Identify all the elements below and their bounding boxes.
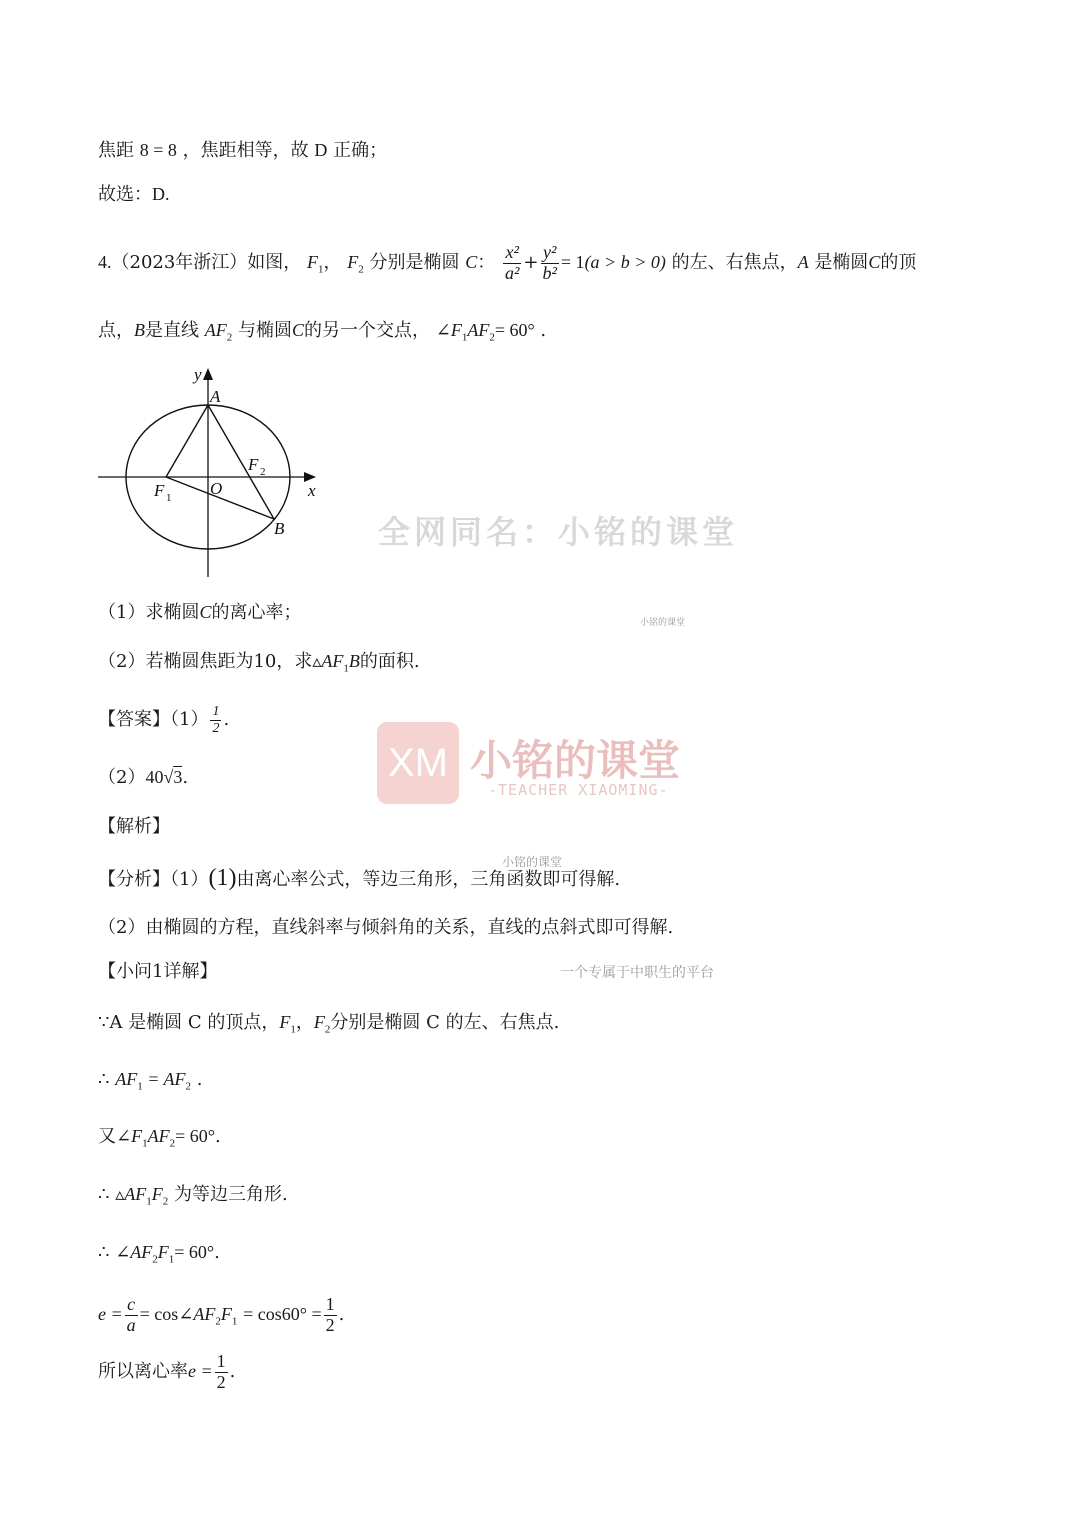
text: ∵A 是椭圆 C 的顶点， xyxy=(98,1012,280,1033)
point-label-sub: 1 xyxy=(166,492,172,504)
text-line xyxy=(98,141,387,160)
analysis-heading: 【解析】 xyxy=(98,816,170,837)
math-angle: $\angle F_1AF_2$ xyxy=(116,1126,176,1150)
point-label-sub: 2 xyxy=(260,466,266,478)
math-angle: $\angle AF_2F_1$ xyxy=(115,1242,175,1266)
math-sqrt: √3 xyxy=(163,767,183,787)
text: 由离心率公式，等边三角形，三角函数即可得解. xyxy=(236,869,621,890)
point-label-F2: F xyxy=(248,455,259,474)
point-label-F1: F xyxy=(154,481,165,500)
fraction-half: $\frac{1}{2}$ xyxy=(216,1350,226,1392)
text: （2） xyxy=(98,767,146,788)
point-label-B: B xyxy=(274,519,285,538)
math: = 60° xyxy=(494,320,535,340)
text: 焦距 xyxy=(98,140,134,161)
text: （2）若椭圆焦距为10，求 xyxy=(98,651,313,672)
math: = 60° xyxy=(174,1242,215,1262)
watermark-text: 全网同名：小铭的课堂 xyxy=(378,513,739,551)
text: 点， xyxy=(98,320,134,341)
math: D xyxy=(314,140,328,160)
text: 的左、右焦点， xyxy=(671,252,798,273)
math: D xyxy=(152,184,165,204)
sub-question-2 xyxy=(98,652,420,675)
math-C: C xyxy=(868,252,881,272)
text: 的顶 xyxy=(880,252,917,273)
text: （1）求椭圆 xyxy=(98,602,200,623)
watermark-small: 小铭的课堂 xyxy=(640,618,686,628)
sub-question-1 xyxy=(98,603,301,622)
math-triangle: $▵AF_1F_2$ xyxy=(115,1184,169,1208)
text: 【答案】（1） xyxy=(98,709,209,730)
text: 的面积. xyxy=(359,651,420,672)
point-label-A: A xyxy=(210,387,221,406)
text: 是椭圆 xyxy=(814,252,869,273)
ellipse-figure xyxy=(96,362,326,582)
text: 的另一个交点， xyxy=(303,320,430,341)
math-F1: $F_1$ xyxy=(307,252,324,276)
math-A: A xyxy=(797,252,809,272)
solution-line-3: 又$\angle F_1AF_2= 60^\circ$. xyxy=(98,1126,221,1150)
text: ∴ xyxy=(98,1242,110,1263)
text: 故选： xyxy=(98,184,152,205)
text: ， xyxy=(323,252,342,273)
watermark-small: 小铭的课堂 xyxy=(502,855,563,869)
fraction-y2-b2: $\frac{\text{y²}}{\text{b²}}$ xyxy=(542,241,557,283)
point-label-O: O xyxy=(210,479,223,498)
analysis-1 xyxy=(98,866,620,890)
math: = cos xyxy=(139,1304,179,1324)
sub-solution-heading: 【小问1详解】 xyxy=(98,961,218,982)
text-line xyxy=(98,185,170,204)
solution-line-4 xyxy=(98,1185,288,1208)
question-number: 4. xyxy=(98,252,112,272)
math-F2: $F_2$ xyxy=(347,252,364,276)
solution-line-1: ∵A 是椭圆 C 的顶点，$F_1$，$F_2$分别是椭圆 C 的左、右焦点. xyxy=(98,1012,560,1036)
text: （2023年浙江）如图， xyxy=(111,252,302,273)
text: 所以离心率 xyxy=(98,1361,188,1382)
math-equation: $AF_1 = AF_2$ xyxy=(115,1069,192,1093)
solution-line-5: ∴ $\angle AF_2F_1= 60^\circ$. xyxy=(98,1242,220,1266)
text: . xyxy=(165,184,170,204)
text: ∴ xyxy=(98,1069,110,1090)
text: 与椭圆 xyxy=(237,320,292,341)
solution-line-6: e = $\frac{c}{a}$ = $\cos\angle AF_2F_1 = \cos 60^\circ$ = $\frac{1}{2}$ . xyxy=(98,1293,345,1335)
math-C: C xyxy=(465,252,478,272)
math: = 60° xyxy=(175,1126,215,1146)
watermark-brand-en: -TEACHER XIAOMING- xyxy=(488,781,669,799)
math: 40 xyxy=(145,767,164,787)
math-C: C xyxy=(291,320,304,340)
watermark-brand: 小铭的课堂 xyxy=(470,736,681,785)
math-angle: $\angle AF_2F_1$ xyxy=(178,1304,238,1328)
math-AF2: $AF_2$ xyxy=(204,320,233,344)
fraction-x2-a2: $\frac{\text{x²}}{\text{a²}}$ xyxy=(505,241,520,283)
answer-2: （2）40√3. xyxy=(98,767,189,788)
text: 分别是椭圆 C 的左、右焦点. xyxy=(330,1012,560,1033)
axis-label-y: y xyxy=(194,365,202,384)
text: ，焦距相等，故 xyxy=(182,140,309,161)
math-B: B xyxy=(134,320,145,340)
text: 为等边三角形. xyxy=(173,1184,288,1205)
question-4-line2: 点，B是直线 $AF_2$ 与椭圆C的另一个交点， $\angle F_1AF_2= 60^\circ$ . xyxy=(98,320,547,344)
text: 【分析】（1） xyxy=(98,869,209,890)
text: 的离心率； xyxy=(211,602,302,623)
text: 又 xyxy=(98,1126,116,1147)
analysis-2: （2）由椭圆的方程，直线斜率与倾斜角的关系，直线的点斜式即可得解. xyxy=(98,917,674,938)
math-C: C xyxy=(199,602,212,622)
fraction-half: $\frac{1}{2}$ xyxy=(212,704,220,736)
axis-label-x: x xyxy=(308,481,316,500)
fraction-c-a: $\frac{c}{a}$ xyxy=(126,1293,136,1335)
answer-1: 【答案】（1） $\frac{1}{2}$ . xyxy=(98,704,230,736)
math: = 1 xyxy=(560,252,585,272)
math-F1: $F_1$ xyxy=(279,1012,296,1036)
math: = cos60° = xyxy=(243,1304,322,1324)
solution-line-7: 所以离心率e = $\frac{1}{2}$ . xyxy=(98,1350,236,1392)
text: 是直线 xyxy=(145,320,199,341)
math-angle: $\angle F_1AF_2$ xyxy=(435,320,495,344)
math: e = xyxy=(188,1361,213,1381)
math: 8 = 8 xyxy=(139,140,177,160)
text: 分别是椭圆 xyxy=(369,252,460,273)
math: (1) xyxy=(208,865,237,891)
math-triangle: $▵AF_1B$ xyxy=(312,651,360,675)
solution-line-2: ∴ $AF_1 = AF_2$ . xyxy=(98,1069,203,1093)
watermark-logo: XM xyxy=(377,722,459,804)
question-4-line1: 4.（2023年浙江）如图， $F_1$， $F_2$ 分别是椭圆 C： $\frac{\text{x²}}{\text{a²}}$ + $\frac{\text{y²}}{\text{b²}}$ = 1(a > b > 0) 的左、右焦点，A 是椭圆C的顶 xyxy=(98,241,917,283)
text: 正确； xyxy=(333,140,388,161)
math: e = xyxy=(98,1304,123,1324)
math-F2: $F_2$ xyxy=(313,1012,331,1036)
math-condition: (a > b > 0) xyxy=(584,252,666,272)
watermark-tagline: 一个专属于中职生的平台 xyxy=(560,965,714,981)
fraction-half: $\frac{1}{2}$ xyxy=(325,1293,335,1335)
text: ∴ xyxy=(98,1184,110,1205)
